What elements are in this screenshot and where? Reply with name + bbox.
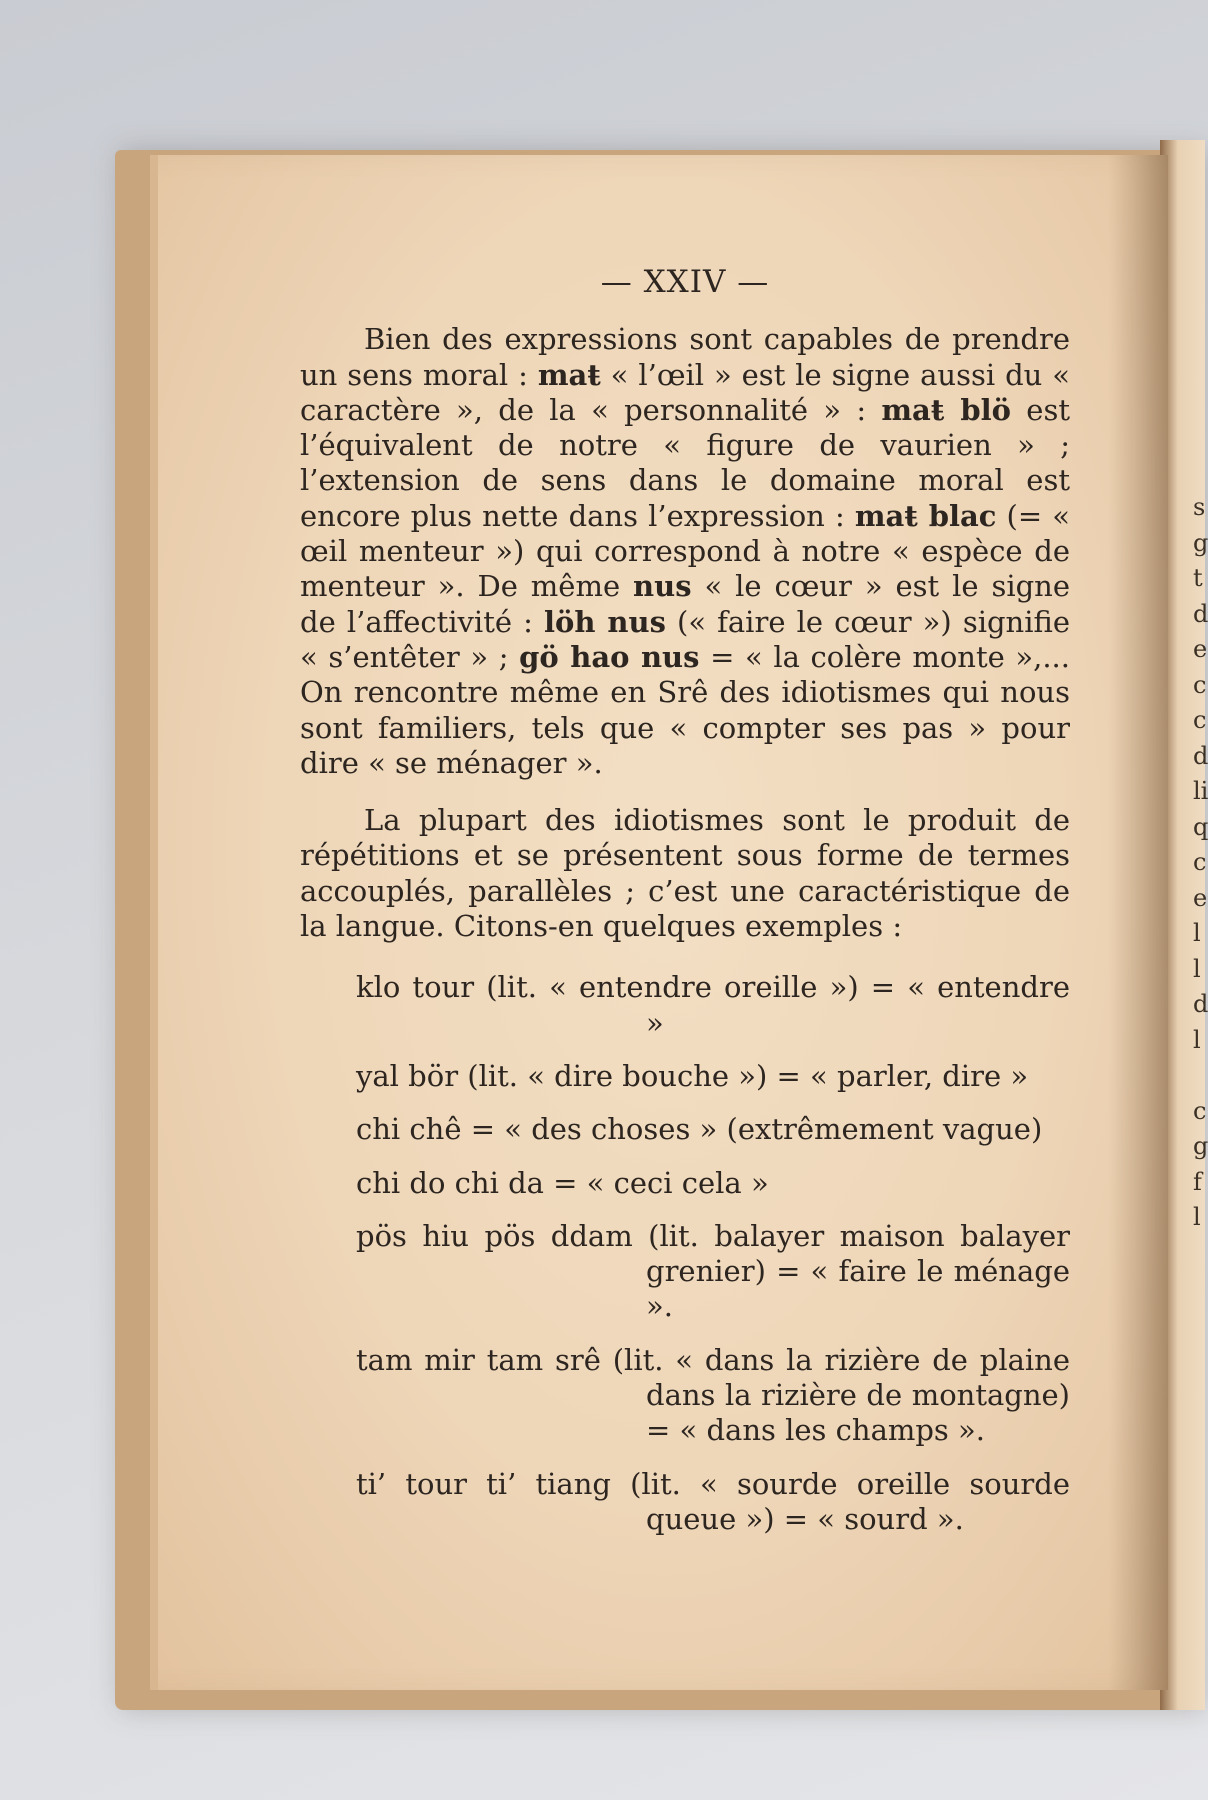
facing-page-letter xyxy=(1193,1058,1205,1094)
list-item: ti’ tour ti’ tiang (lit. « sourde oreille sourde queue ») = « sourd ». xyxy=(356,1466,1070,1536)
srê-term: maŧ xyxy=(537,357,601,392)
paragraph-2: La plupart des idiotismes sont le produit de répétitions et se présentent sous forme de termes accouplés, parallèles ; c’est une caractéristique de la langue. Citons-en quelques exemples : xyxy=(300,803,1070,944)
facing-page-letter: d xyxy=(1193,990,1208,1018)
list-item: chi do chi da = « ceci cela » xyxy=(356,1165,769,1200)
facing-page-letter: l xyxy=(1193,954,1201,983)
srê-term: nus xyxy=(633,569,692,604)
facing-page-letters xyxy=(1193,490,1208,1236)
paragraph-1 xyxy=(300,322,1070,781)
facing-page-letter: t xyxy=(1193,564,1203,592)
list-item: tam mir tam srê (lit. « dans la rizière de plaine dans la rizière de montagne) = « dans les champs ». xyxy=(356,1342,1070,1448)
facing-page-letter: q xyxy=(1193,812,1208,841)
text-run: est l’équivalent de notre « figure de vaurien » ; l’extension de sens dans le domaine moral est encore plus nette dans l’expression : xyxy=(300,392,1070,533)
facing-page-letter: d xyxy=(1193,599,1208,628)
facing-page-letter: e xyxy=(1193,635,1208,663)
srê-term: gö hao nus xyxy=(519,639,700,674)
text-run: « l’œil » est le signe aussi du « caractère », de la « personnalité » : xyxy=(300,357,1070,427)
page-number: — XXIV — xyxy=(600,264,770,300)
srê-term: löh nus xyxy=(543,604,666,639)
list-item: klo tour (lit. « entendre oreille ») = « entendre » xyxy=(356,970,1070,1040)
text-run: = « la colère monte »,... On rencontre même en Srê des idiotismes qui nous sont familiers, tels que « compter ses pas » pour dire « se ménager ». xyxy=(300,639,1070,780)
facing-page-letter: c xyxy=(1193,706,1207,734)
text-run: (« faire le cœur ») signifie « s’entêter » ; xyxy=(300,604,1070,674)
facing-page-letter: l xyxy=(1193,1203,1201,1231)
facing-page-letter: c xyxy=(1193,848,1207,876)
facing-page-letter: e xyxy=(1193,883,1208,912)
facing-page-letter: f xyxy=(1193,1167,1202,1196)
facing-page-letter: c xyxy=(1193,670,1207,699)
list-item: chi chê = « des choses » (extrêmement vague) xyxy=(356,1112,1043,1147)
text-run: Bien des expressions sont capables de prendre un sens moral : xyxy=(300,322,1070,392)
facing-page-letter: l xyxy=(1193,1025,1201,1054)
facing-page-letter: d xyxy=(1193,741,1208,770)
facing-page-letter: c xyxy=(1193,1096,1207,1125)
text-run: « le cœur » est le signe de l’affectivité : xyxy=(300,569,1071,639)
gutter-shadow xyxy=(1108,155,1168,1690)
srê-term: maŧ blö xyxy=(881,392,1012,427)
facing-page-letter: g xyxy=(1193,1132,1208,1160)
facing-page-letter: li xyxy=(1193,777,1208,805)
facing-page-letter: s xyxy=(1193,493,1206,521)
srê-term: maŧ blac xyxy=(854,498,997,533)
examples-list xyxy=(356,970,1070,1537)
list-item: pös hiu pös ddam (lit. balayer maison balayer grenier) = « faire le ménage ». xyxy=(356,1218,1070,1324)
facing-page-letter: g xyxy=(1193,528,1208,557)
page-content xyxy=(300,265,1070,1555)
text-run: (= « œil menteur ») qui correspond à notre « espèce de menteur ». De même xyxy=(300,498,1070,604)
list-item: yal bör (lit. « dire bouche ») = « parler, dire » xyxy=(356,1058,1029,1093)
facing-page-letter: l xyxy=(1193,919,1201,947)
